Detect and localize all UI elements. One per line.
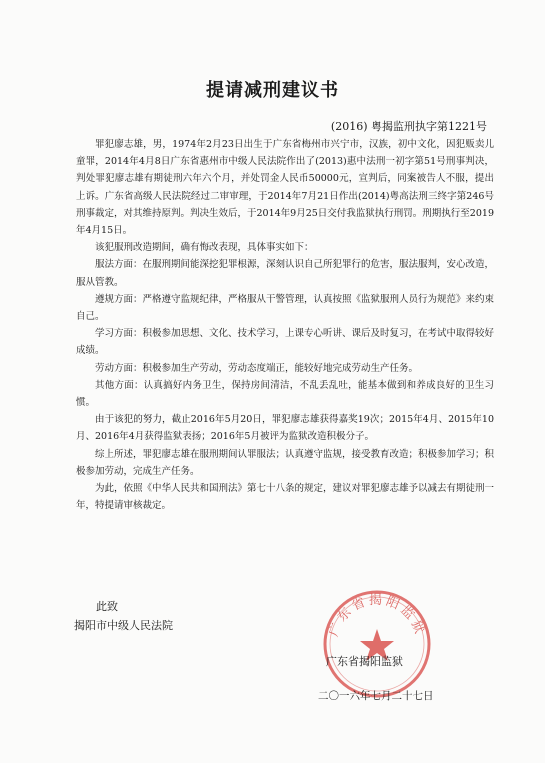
document-title: 提请减刑建议书	[206, 80, 339, 101]
paragraph-study: 学习方面：积极参加思想、文化、技术学习，上课专心听讲、课后及时复习，在考试中取得较好成绩。	[76, 328, 495, 357]
closing-salutation: 此致	[96, 600, 118, 613]
document-number: (2016) 粤揭监刑执字第1221号	[330, 120, 487, 133]
seal-text: 广东省揭阳监狱	[326, 593, 428, 639]
paragraph-other: 其他方面：认真搞好内务卫生，保持房间清洁，不乱丢乱吐，能基本做到和养成良好的卫生习惯。	[76, 379, 494, 409]
paragraph-intro: 罪犯廖志雄，男，1974年2月23日出生于广东省梅州市兴宁市，汉族，初中文化，因犯贩卖儿童罪，2014年4月8日广东省惠州市中级人民法院作出了(2013)惠中法刑一初字第51号刑事判决，判处罪犯廖志雄有期徒刑六年六个月，并处罚金人民币50000元，宣判后，同案被告人不服，提出上诉。广东省高级人民法院经过二审审理，于2014年7月21日作出(2014)粤高法刑三终字第246号刑事裁定，对其维持原判。判决生效后，于2014年9月25日交付我监狱执行刑罚。刑期执行至2019年4月15日。	[76, 139, 494, 237]
paragraph-rules: 遵规方面：严格遵守监规纪律，严格服从干警管理，认真按照《监狱服刑人员行为规范》来约束自己。	[76, 293, 495, 323]
paragraph-conclusion: 综上所述，罪犯廖志雄在服刑期间认罪服法；认真遵守监规，接受教育改造；积极参加学习；积极参加劳动，完成生产任务。	[76, 448, 495, 477]
official-seal	[318, 585, 436, 703]
paragraph-recommendation: 为此，依照《中华人民共和国刑法》第七十八条的规定，建议对罪犯廖志雄予以减去有期徒刑一年，特提请审核裁定。	[76, 483, 495, 512]
signature-organization: 广东省揭阳监狱	[326, 655, 403, 668]
recipient-court: 揭阳市中级人民法院	[74, 619, 173, 632]
paragraph-labor: 劳动方面：积极参加生产劳动，劳动态度端正，能较好地完成劳动生产任务。	[95, 362, 419, 374]
document-body	[76, 136, 494, 514]
paragraph-awards: 由于该犯的努力，截止2016年5月20日，罪犯廖志雄获得嘉奖19次；2015年4月、2015年10月、2016年4月获得监狱表扬；2016年5月被评为监狱改造积极分子。	[76, 414, 494, 443]
signature-date: 二〇一六年七月二十七日	[318, 690, 434, 702]
paragraph-law-abiding: 服法方面：在服刑期间能深挖犯罪根源，深刻认识自己所犯罪行的危害，服法服判，安心改造，服从管教。	[76, 259, 495, 288]
closing-block	[74, 597, 173, 635]
paragraph-summary: 该犯服刑改造期间，确有悔改表现，具体事实如下：	[95, 242, 314, 254]
